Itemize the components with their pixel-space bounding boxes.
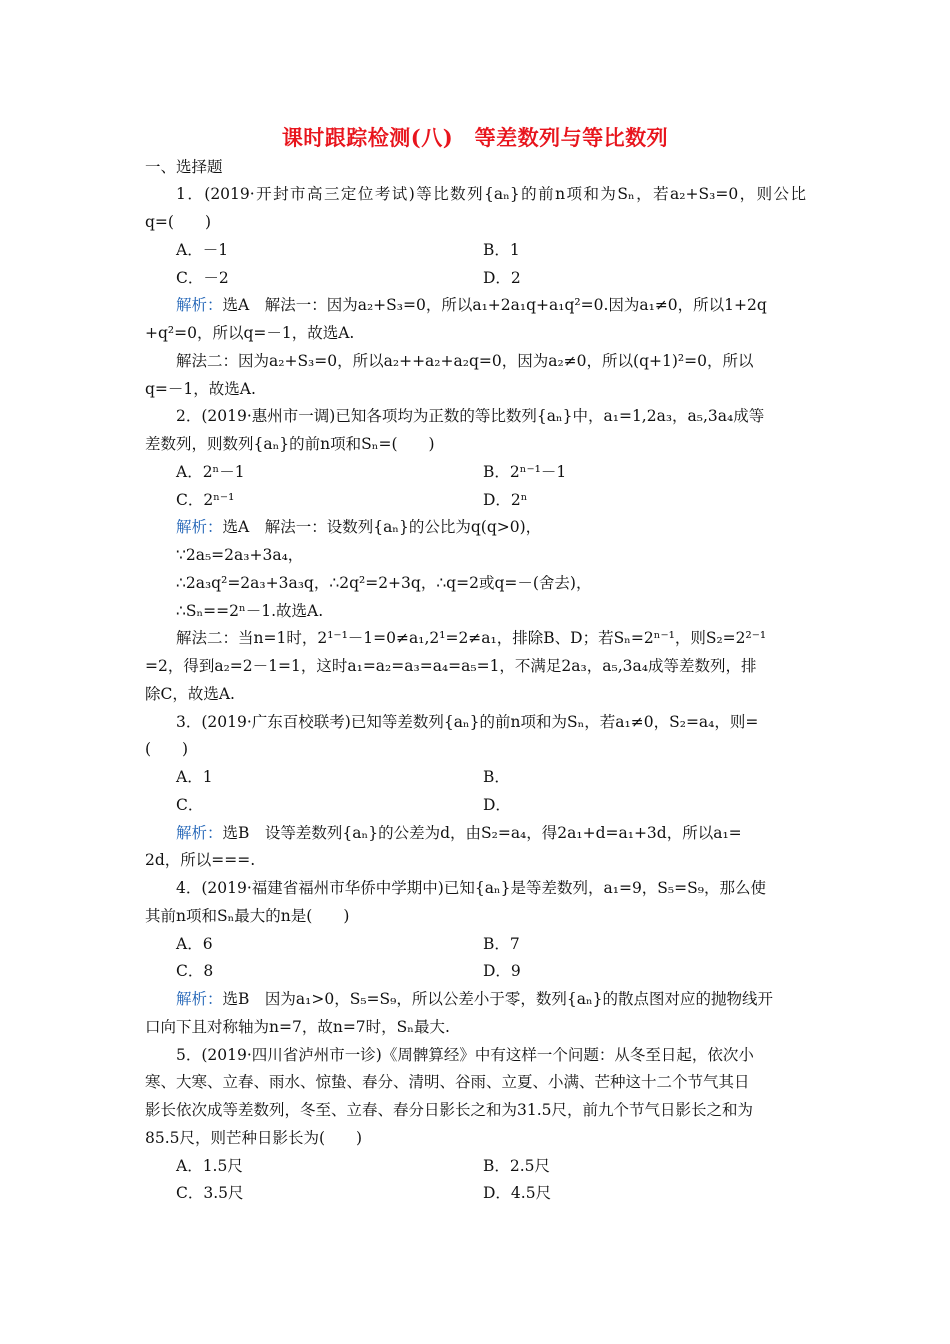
q3-option-a: A．1 — [176, 768, 213, 786]
q4-option-b: B．7 — [483, 935, 520, 953]
q3-option-b: B． — [483, 768, 510, 786]
q3-option-d: D． — [483, 796, 511, 814]
q1-option-d: D．2 — [483, 269, 521, 287]
q5-stem-line4: 85.5尺，则芒种日影长为( ) — [145, 1129, 363, 1147]
q1-option-a: A．－1 — [176, 241, 229, 259]
q5-stem-line3: 影长依次成等差数列，冬至、立春、春分日影长之和为31.5尺，前九个节气日影长之和为 — [145, 1101, 754, 1119]
q1-solution-label: 解析： — [176, 296, 223, 314]
q3-solution-line1 — [176, 822, 742, 844]
q2-solution-line2: ∵2a₅=2a₃+3a₄， — [176, 546, 304, 564]
q4-solution-label: 解析： — [176, 990, 223, 1008]
q3-solution-line2: 2d，所以===. — [145, 851, 256, 869]
q2-solution-line1 — [176, 516, 541, 538]
q5-option-c: C．3.5尺 — [176, 1184, 244, 1202]
q1-stem-line2: q=( ) — [145, 213, 212, 231]
q4-option-c: C．8 — [176, 962, 214, 980]
q4-stem-line2: 其前n项和Sₙ最大的n是( ) — [145, 907, 350, 925]
q1-option-b: B．1 — [483, 241, 520, 259]
q3-solution-label: 解析： — [176, 824, 223, 842]
page-title: 课时跟踪检测(八) 等差数列与等比数列 — [281, 125, 669, 150]
q1-option-c: C．－2 — [176, 269, 229, 287]
q2-solution-line6: =2，得到a₂=2－1=1，这时a₁=a₂=a₃=a₄=a₅=1，不满足2a₃，a₅,3a₄成等差数列，排 — [145, 657, 757, 675]
q2-stem-line2: 差数列，则数列{aₙ}的前n项和Sₙ=( ) — [145, 435, 435, 453]
q1-stem-line1: 1．(2019·开封市高三定位考试)等比数列{aₙ}的前n项和为Sₙ，若a₂+S₃=0，则公比 — [176, 185, 806, 203]
q1-solution-line2: +q²=0，所以q=－1，故选A. — [145, 324, 355, 342]
q2-solution-line4: ∴Sₙ==2ⁿ－1.故选A. — [176, 602, 324, 620]
q2-option-a: A．2ⁿ－1 — [176, 463, 245, 481]
q1-solution-line1 — [176, 294, 767, 316]
section-heading: 一、选择题 — [145, 158, 223, 176]
q2-solution-line7: 除C，故选A. — [145, 685, 235, 703]
q2-solution-text1: 选A 解法一：设数列{aₙ}的公比为q(q>0)， — [222, 518, 542, 536]
q2-solution-line3: ∴2a₃q²=2a₃+3a₃q，∴2q²=2+3q，∴q=2或q=－(舍去)， — [176, 574, 592, 592]
q4-solution-text1: 选B 因为a₁>0，S₅=S₉，所以公差小于零，数列{aₙ}的散点图对应的抛物线开 — [222, 990, 774, 1008]
q2-stem-line1: 2．(2019·惠州市一调)已知各项均为正数的等比数列{aₙ}中，a₁=1,2a₃，a₅,3a₄成等 — [176, 407, 765, 425]
q3-stem-line2: ( ) — [145, 740, 189, 758]
q4-option-d: D．9 — [483, 962, 521, 980]
q2-option-b: B．2ⁿ⁻¹－1 — [483, 463, 567, 481]
q5-option-d: D．4.5尺 — [483, 1184, 552, 1202]
q2-option-c: C．2ⁿ⁻¹ — [176, 491, 235, 509]
q5-option-a: A．1.5尺 — [176, 1157, 243, 1175]
q4-stem-line1: 4．(2019·福建省福州市华侨中学期中)已知{aₙ}是等差数列，a₁=9，S₅=S₉，那么使 — [176, 879, 766, 897]
q4-option-a: A．6 — [176, 935, 213, 953]
q3-option-c: C． — [176, 796, 204, 814]
q5-stem-line1: 5．(2019·四川省泸州市一诊)《周髀算经》中有这样一个问题：从冬至日起，依次小 — [176, 1046, 754, 1064]
q2-solution-label: 解析： — [176, 518, 223, 536]
q1-solution-text1: 选A 解法一：因为a₂+S₃=0，所以a₁+2a₁q+a₁q²=0.因为a₁≠0，所以1+2q — [222, 296, 767, 314]
q1-solution-line3: 解法二：因为a₂+S₃=0，所以a₂++a₂+a₂q=0，因为a₂≠0，所以(q+1)²=0，所以 — [176, 352, 754, 370]
q5-stem-line2: 寒、大寒、立春、雨水、惊蛰、春分、清明、谷雨、立夏、小满、芒种这十二个节气其日 — [145, 1073, 750, 1091]
q3-stem-line1: 3．(2019·广东百校联考)已知等差数列{aₙ}的前n项和为Sₙ，若a₁≠0，S₂=a₄，则= — [176, 713, 759, 731]
q3-solution-text1: 选B 设等差数列{aₙ}的公差为d，由S₂=a₄，得2a₁+d=a₁+3d，所以a₁= — [222, 824, 742, 842]
q4-solution-line2: 口向下且对称轴为n=7，故n=7时，Sₙ最大. — [145, 1018, 450, 1036]
q2-solution-line5: 解法二：当n=1时，2¹⁻¹－1=0≠a₁,2¹=2≠a₁，排除B、D；若Sₙ=2ⁿ⁻¹，则S₂=2²⁻¹ — [176, 629, 767, 647]
q4-solution-line1 — [176, 988, 773, 1010]
q2-option-d: D．2ⁿ — [483, 491, 528, 509]
q1-solution-line4: q=－1，故选A. — [145, 380, 256, 398]
q5-option-b: B．2.5尺 — [483, 1157, 551, 1175]
